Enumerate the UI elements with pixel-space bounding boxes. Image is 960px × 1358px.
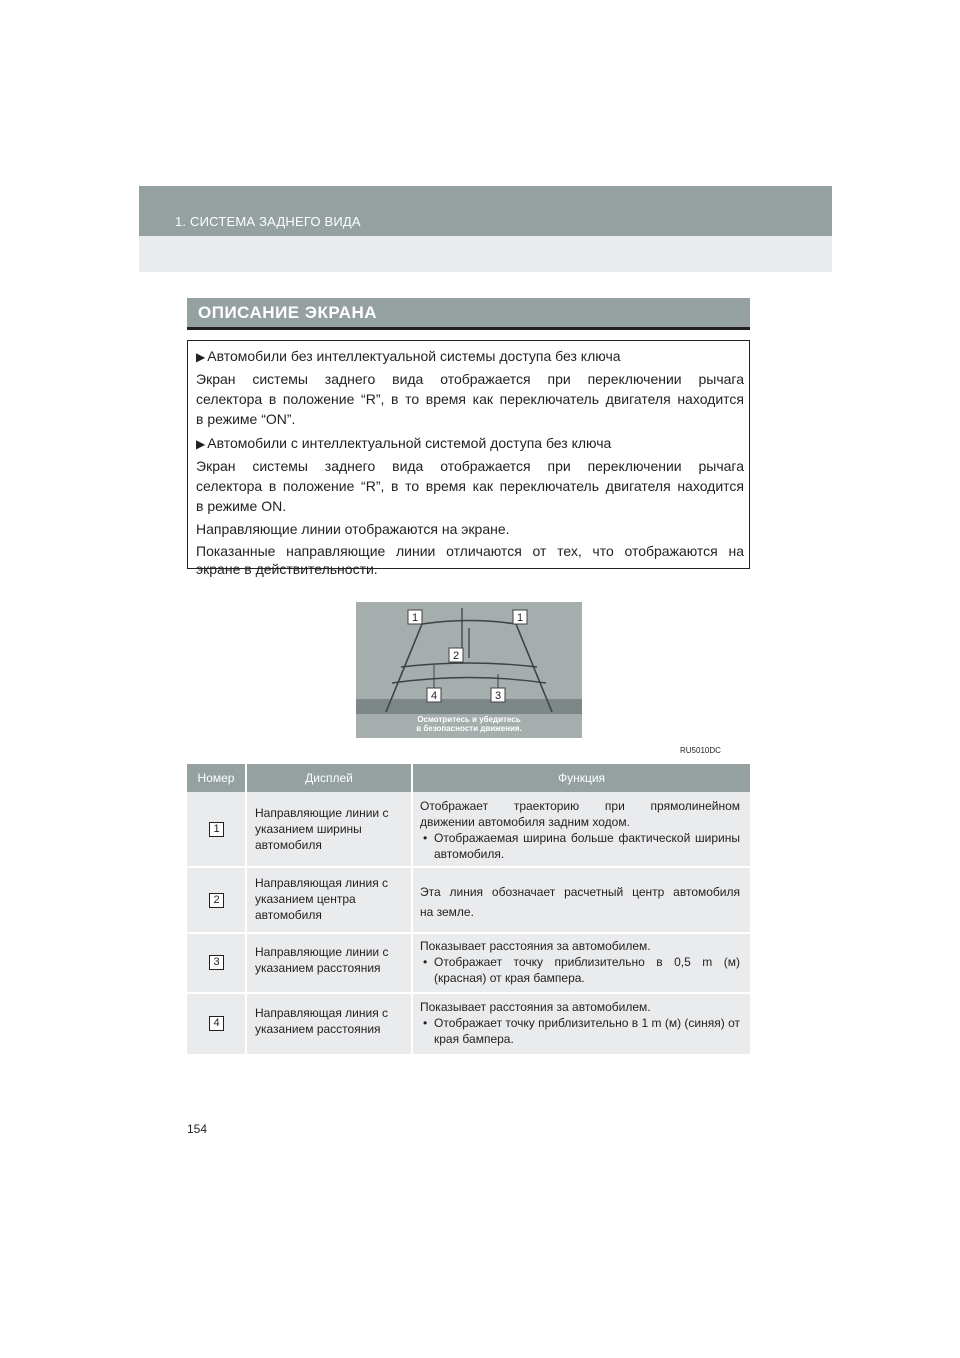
guide-lines-table xyxy=(187,764,750,1056)
row-display-text: Направляющая линия с указанием расстояния xyxy=(255,1006,389,1036)
table-row xyxy=(187,792,750,868)
row-function xyxy=(420,798,740,862)
callout-label-3: 3 xyxy=(494,690,502,702)
header-number: Номер xyxy=(197,771,235,785)
row-display-text: Направляющие линии с указанием расстояния xyxy=(255,945,389,975)
callout-label-1-right: 1 xyxy=(516,612,524,624)
row-function-line-1: Эта линия обозначает расчетный центр автомобиля xyxy=(420,885,740,899)
callout-label-4: 4 xyxy=(430,690,438,702)
row-function xyxy=(420,999,740,1047)
row-function xyxy=(420,938,740,986)
callout-label-1-left: 1 xyxy=(411,612,419,624)
header-band xyxy=(139,186,832,236)
rear-camera-screen-figure xyxy=(356,602,582,738)
note-box xyxy=(187,340,750,577)
screen-warning-line-1: Осмотритесь и убедитесь xyxy=(417,715,521,724)
chapter-title: 1. СИСТЕМА ЗАДНЕГО ВИДА xyxy=(175,214,361,229)
row-function-note: • Отображает точку приблизительно в 0,5 m (м) (красная) от края бампера. xyxy=(420,954,740,986)
row-function-line-1: Показывает расстояния за автомобилем. xyxy=(420,939,651,953)
row-display-text: Направляющие линии с указанием ширины автомобиля xyxy=(255,806,389,852)
width-line-left xyxy=(386,624,422,712)
note-bullet-smart-key: ▶ Автомобили с интеллектуальной системой доступа без ключа xyxy=(196,433,744,454)
section-title-bar xyxy=(187,298,750,330)
table-row xyxy=(187,994,750,1056)
row-function-line-2: на земле. xyxy=(420,905,474,919)
note-paragraph-4-line-2: экране в действительности. xyxy=(196,561,378,577)
distance-line-1m xyxy=(392,678,546,684)
figure-code: RU5010DC xyxy=(680,746,721,755)
table-row xyxy=(187,934,750,994)
row-function-line-2: движении автомобиля задним ходом. xyxy=(420,815,630,829)
row-function-note: • Отображает точку приблизительно в 1 m (м) (синяя) от края бампера. xyxy=(420,1015,740,1047)
screen-warning-caption xyxy=(356,715,582,733)
width-line-top xyxy=(422,621,516,625)
row-number-badge: 4 xyxy=(209,1016,224,1031)
note-paragraph-4-line-1: Показанные направляющие линии отличаются от тех, что отображаются на xyxy=(196,543,744,559)
note-paragraph-1-line-3: в режиме “ON”. xyxy=(196,411,296,427)
note-paragraph-1-line-1: Экран системы заднего вида отображается при переключении рычага xyxy=(196,371,744,387)
section-title: ОПИСАНИЕ ЭКРАНА xyxy=(198,303,377,322)
screen-warning-line-2: в безопасности движения. xyxy=(416,724,522,733)
note-paragraph-2-line-1: Экран системы заднего вида отображается при переключении рычага xyxy=(196,458,744,474)
width-line-right xyxy=(516,624,552,712)
header-function: Функция xyxy=(557,771,606,785)
note-paragraph-1-line-2: селектора в положение “R”, в то время как переключатель двигателя находится xyxy=(196,391,744,407)
distance-line-05m xyxy=(401,663,537,667)
row-function-line-1: Показывает расстояния за автомобилем. xyxy=(420,1000,651,1014)
table-row xyxy=(187,868,750,934)
page-number: 154 xyxy=(187,1122,208,1136)
callout-label-2: 2 xyxy=(452,650,460,662)
row-number-badge: 1 xyxy=(209,822,224,837)
row-function-note: • Отображаемая ширина больше фактической ширины автомобиля. xyxy=(420,830,740,862)
note-bullet-no-smart-key: ▶ Автомобили без интеллектуальной системы доступа без ключа xyxy=(196,346,744,367)
row-function-line-1: Отображает траекторию при прямолинейном xyxy=(420,799,740,813)
note-paragraph-2-line-2: селектора в положение “R”, в то время как переключатель двигателя находится xyxy=(196,478,744,494)
row-number-badge: 3 xyxy=(209,955,224,970)
header-display: Дисплей xyxy=(305,771,353,785)
row-function xyxy=(420,882,740,922)
row-display-text: Направляющая линия с указанием центра автомобиля xyxy=(255,876,389,922)
note-paragraph-2-line-3: в режиме ON. xyxy=(196,498,287,514)
row-number-badge: 2 xyxy=(209,893,224,908)
table-header xyxy=(187,764,750,792)
header-subband xyxy=(139,236,832,272)
note-paragraph-3: Направляющие линии отображаются на экране. xyxy=(196,521,510,537)
